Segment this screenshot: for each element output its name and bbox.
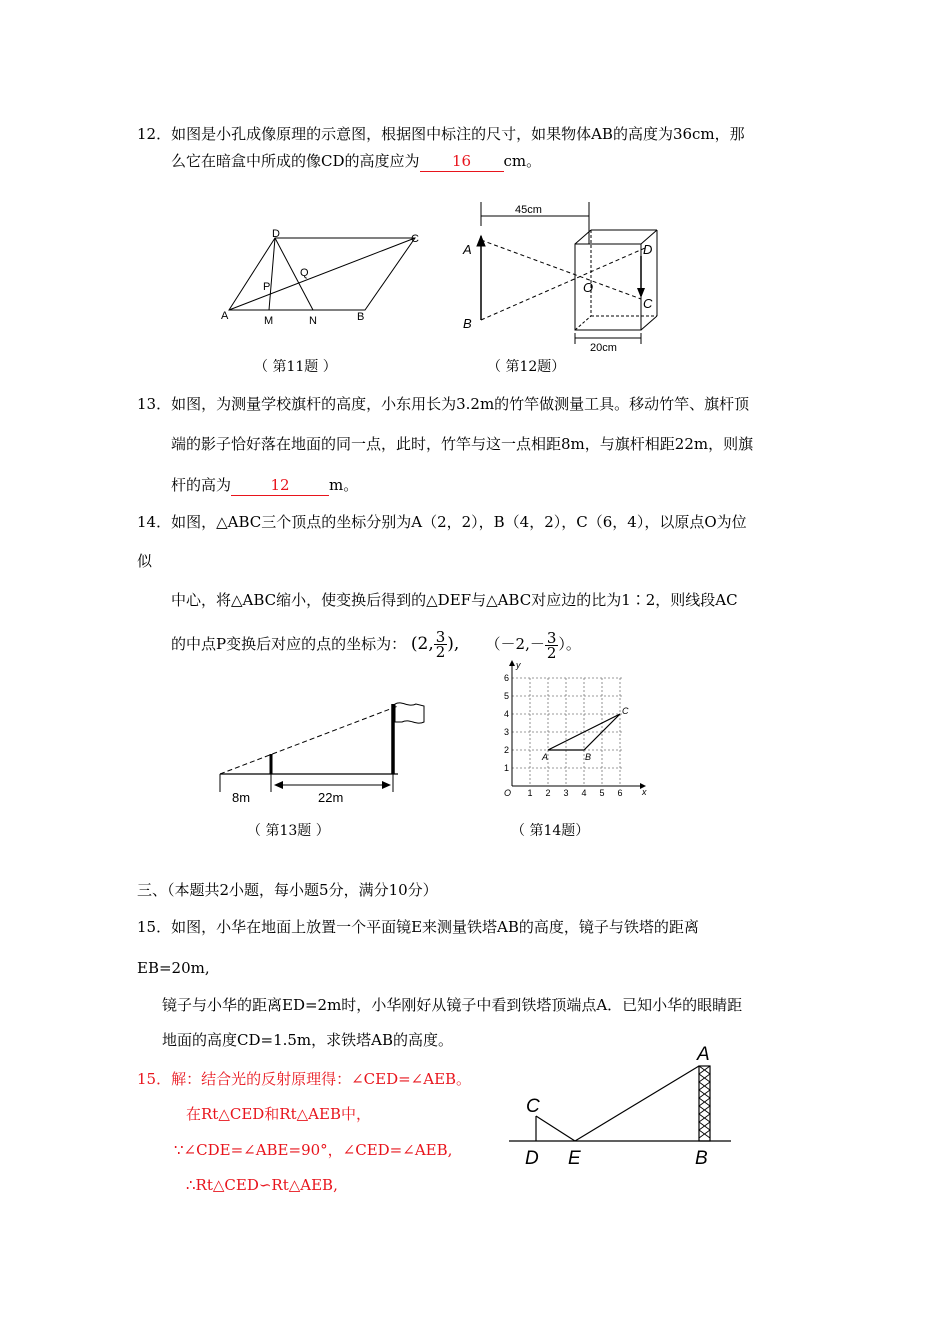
q15-line4: 地面的高度CD=1.5m，求铁塔AB的高度。 bbox=[162, 1031, 454, 1049]
fig14-x-label: x bbox=[642, 787, 647, 797]
figure-11 bbox=[215, 222, 430, 332]
fig13-caption: （ 第13题 ） bbox=[247, 823, 330, 839]
fig14-x-tick: 3 bbox=[563, 788, 569, 798]
fig12-label-a: A bbox=[463, 242, 472, 257]
fig14-x-tick: 2 bbox=[545, 788, 551, 798]
q12-unit: cm。 bbox=[503, 152, 542, 170]
figure-15 bbox=[505, 1040, 740, 1170]
fig11-caption: （ 第11题 ） bbox=[254, 359, 337, 375]
q14-answer1-open: (2, bbox=[410, 634, 434, 654]
q14-answer1-close: ), bbox=[447, 634, 460, 654]
q14-line1: 14．如图，△ABC三个顶点的坐标分别为A（2，2），B（4，2），C（6，4），以原点O为位 bbox=[137, 513, 747, 531]
fig14-point-b: B bbox=[585, 752, 592, 762]
q12-answer: 16 bbox=[420, 151, 504, 172]
sol15-line1: 15．解：结合光的反射原理得：∠CED=∠AEB。 bbox=[137, 1070, 472, 1088]
fig14-x-tick: 1 bbox=[527, 788, 533, 798]
q13-line3 bbox=[171, 475, 358, 496]
fig11-label-n: N bbox=[309, 315, 317, 327]
fig14-y-tick: 3 bbox=[503, 727, 509, 737]
q14-answer1-numerator: 3 bbox=[435, 628, 446, 646]
q13-answer: 12 bbox=[231, 475, 329, 496]
q14-answer1-denominator: 2 bbox=[435, 643, 446, 661]
sol15-line3: ∵∠CDE=∠ABE=90°，∠CED=∠AEB, bbox=[174, 1141, 453, 1159]
fig12-label-o: O bbox=[583, 280, 594, 295]
fig15-label-e: E bbox=[568, 1148, 581, 1169]
fig11-label-m: M bbox=[264, 315, 274, 327]
fig14-origin: O bbox=[504, 788, 512, 798]
q14-answer1-fraction bbox=[434, 630, 448, 659]
q14-answer2-close: ）。 bbox=[558, 635, 581, 653]
fig11-label-d: D bbox=[272, 228, 280, 240]
q12-line2 bbox=[171, 151, 541, 172]
q14-line4-text: 的中点P变换后对应的点的坐标为： bbox=[171, 635, 407, 653]
figure-13 bbox=[214, 696, 434, 808]
fig14-x-tick: 5 bbox=[599, 788, 605, 798]
q15-line2: EB=20m, bbox=[137, 959, 210, 977]
fig14-y-tick: 5 bbox=[503, 691, 509, 701]
figure-12 bbox=[455, 196, 670, 356]
fig14-x-tick: 4 bbox=[581, 788, 587, 798]
q14-answer1 bbox=[410, 628, 465, 661]
fig11-label-a: A bbox=[221, 310, 229, 322]
fig14-point-a: A bbox=[542, 752, 549, 762]
fig14-caption: （ 第14题） bbox=[511, 823, 590, 839]
fig13-dim-8m: 8m bbox=[232, 790, 251, 805]
fig15-label-a: A bbox=[697, 1044, 710, 1065]
q12-line2-text: 么它在暗盒中所成的像CD的高度应为 bbox=[171, 152, 420, 170]
fig12-label-b: B bbox=[463, 316, 472, 331]
sol15-line4: ∴Rt△CED∽Rt△AEB, bbox=[186, 1176, 338, 1194]
q14-line2: 似 bbox=[137, 552, 153, 570]
sol15-line2: 在Rt△CED和Rt△AEB中， bbox=[186, 1105, 371, 1123]
q15-line1: 15．如图，小华在地面上放置一个平面镜E来测量铁塔AB的高度，镜子与铁塔的距离 bbox=[137, 918, 699, 936]
fig12-dim-bottom: 20cm bbox=[590, 342, 617, 354]
fig14-y-tick: 1 bbox=[503, 763, 509, 773]
q15-line3: 镜子与小华的距离ED=2m时，小华刚好从镜子中看到铁塔顶端点A．已知小华的眼睛距 bbox=[162, 996, 743, 1014]
fig12-label-c: C bbox=[643, 296, 653, 311]
fig14-y-tick: 4 bbox=[503, 709, 509, 719]
fig15-label-d: D bbox=[525, 1148, 539, 1169]
q12-line1: 12．如图是小孔成像原理的示意图，根据图中标注的尺寸，如果物体AB的高度为36cm，那 bbox=[137, 125, 745, 143]
q14-line3: 中心，将△ABC缩小，使变换后得到的△DEF与△ABC对应边的比为1∶2，则线段AC bbox=[171, 591, 738, 609]
fig15-label-b: B bbox=[695, 1148, 708, 1169]
q14-answer2-numerator: 3 bbox=[546, 628, 557, 647]
q14-answer2-open: （－2,－ bbox=[485, 635, 545, 653]
fig12-caption: （ 第12题） bbox=[487, 359, 566, 375]
fig11-label-b: B bbox=[357, 311, 365, 323]
fig14-y-label: y bbox=[516, 660, 521, 670]
fig15-label-c: C bbox=[526, 1096, 540, 1117]
fig14-x-tick: 6 bbox=[617, 788, 623, 798]
fig13-dim-22m: 22m bbox=[318, 790, 344, 805]
fig12-label-d: D bbox=[643, 242, 653, 257]
q13-line3-text: 杆的高为 bbox=[171, 476, 232, 494]
section3-heading: 三、（本题共2小题，每小题5分，满分10分） bbox=[137, 881, 438, 899]
figure-14 bbox=[496, 656, 656, 798]
fig11-label-c: C bbox=[411, 233, 419, 245]
q14-answer2-denominator: 2 bbox=[546, 643, 557, 662]
q13-unit: m。 bbox=[329, 476, 359, 494]
fig14-y-tick: 6 bbox=[503, 673, 509, 683]
fig11-label-q: Q bbox=[300, 267, 309, 279]
q14-answer2 bbox=[485, 628, 581, 662]
q13-line2: 端的影子恰好落在地面的同一点，此时，竹竿与这一点相距8m，与旗杆相距22m，则旗 bbox=[171, 435, 754, 453]
fig11-label-p: P bbox=[263, 281, 271, 293]
fig12-dim-top: 45cm bbox=[515, 204, 542, 216]
q13-line1: 13．如图，为测量学校旗杆的高度，小东用长为3.2m的竹竿做测量工具。移动竹竿、旗杆顶 bbox=[137, 395, 750, 413]
fig14-y-tick: 2 bbox=[503, 745, 509, 755]
fig14-point-c: C bbox=[622, 706, 629, 716]
